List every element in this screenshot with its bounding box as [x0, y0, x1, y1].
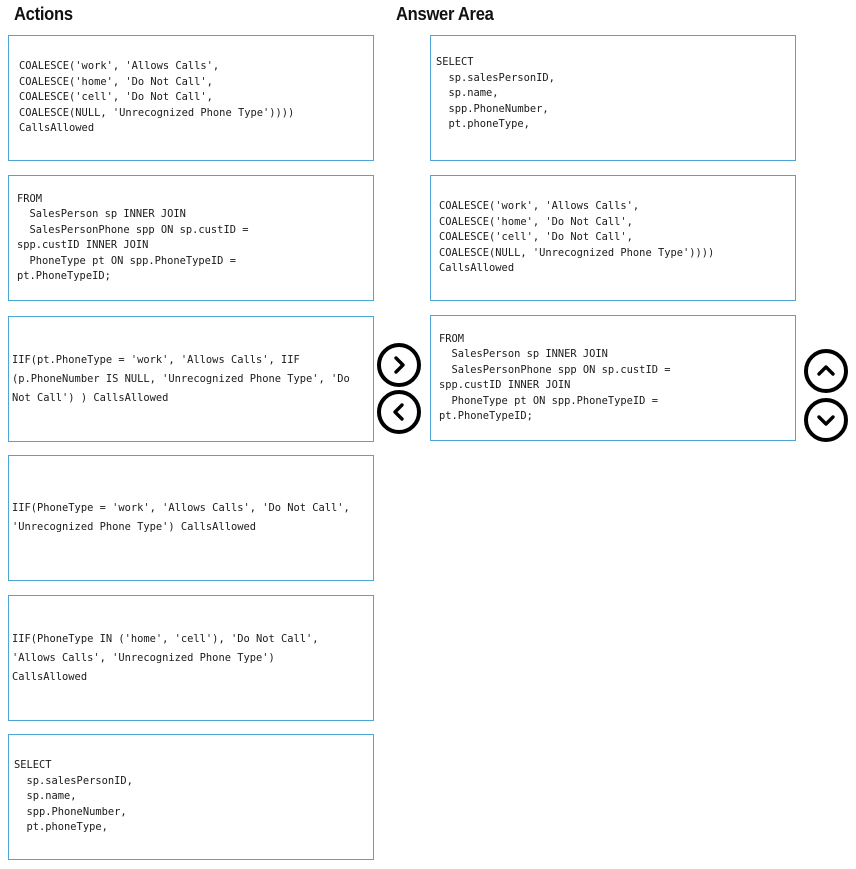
move-up-button[interactable] [804, 349, 848, 393]
answer-item-coalesce[interactable] [430, 175, 796, 301]
action-item-from-clause[interactable] [8, 175, 374, 301]
answer-area-heading: Answer Area [396, 4, 494, 24]
action-item-code: FROM SalesPerson sp INNER JOIN SalesPersonPhone spp ON sp.custID = spp.custID INNER JOIN PhoneType pt ON spp.PhoneTypeID = pt.PhoneTypeID; [17, 192, 249, 282]
action-item-simple-iif[interactable] [8, 455, 374, 581]
move-right-button[interactable] [377, 343, 421, 387]
action-item-code: IIF(PhoneType IN ('home', 'cell'), 'Do Not Call', 'Allows Calls', 'Unrecognized Phone Type') CallsAllowed [12, 632, 325, 683]
chevron-up-icon [816, 361, 836, 381]
answer-item-from-clause[interactable] [430, 315, 796, 441]
move-left-button[interactable] [377, 390, 421, 434]
action-item-code: COALESCE('work', 'Allows Calls', COALESCE('home', 'Do Not Call', COALESCE('cell', 'Do Not Call', COALESCE(NULL, 'Unrecognized Phone Type')))) CallsAllowed [19, 60, 295, 135]
action-item-code: SELECT sp.salesPersonID, sp.name, spp.PhoneNumber, pt.phoneType, [14, 759, 133, 834]
answer-item-code: SELECT sp.salesPersonID, sp.name, spp.PhoneNumber, pt.phoneType, [436, 56, 555, 130]
answer-item-code: COALESCE('work', 'Allows Calls', COALESCE('home', 'Do Not Call', COALESCE('cell', 'Do Not Call', COALESCE(NULL, 'Unrecognized Phone Type')))) CallsAllowed [439, 200, 715, 275]
action-item-select-clause[interactable] [8, 734, 374, 860]
action-item-nested-iif[interactable] [8, 316, 374, 442]
answer-item-code: FROM SalesPerson sp INNER JOIN SalesPersonPhone spp ON sp.custID = spp.custID INNER JOIN PhoneType pt ON spp.PhoneTypeID = pt.PhoneTypeID; [439, 332, 671, 422]
actions-heading: Actions [14, 4, 73, 24]
move-down-button[interactable] [804, 398, 848, 442]
action-item-code: IIF(PhoneType = 'work', 'Allows Calls', 'Do Not Call', 'Unrecognized Phone Type') CallsAllowed [12, 502, 357, 533]
chevron-right-icon [389, 355, 409, 375]
action-item-coalesce[interactable] [8, 35, 374, 161]
action-item-code: IIF(pt.PhoneType = 'work', 'Allows Calls', IIF (p.PhoneNumber IS NULL, 'Unrecognized Phone Type', 'Do Not Call') ) CallsAllowed [12, 353, 357, 404]
chevron-down-icon [816, 410, 836, 430]
answer-item-select-clause[interactable] [430, 35, 796, 161]
action-item-iif-in[interactable] [8, 595, 374, 721]
chevron-left-icon [389, 402, 409, 422]
